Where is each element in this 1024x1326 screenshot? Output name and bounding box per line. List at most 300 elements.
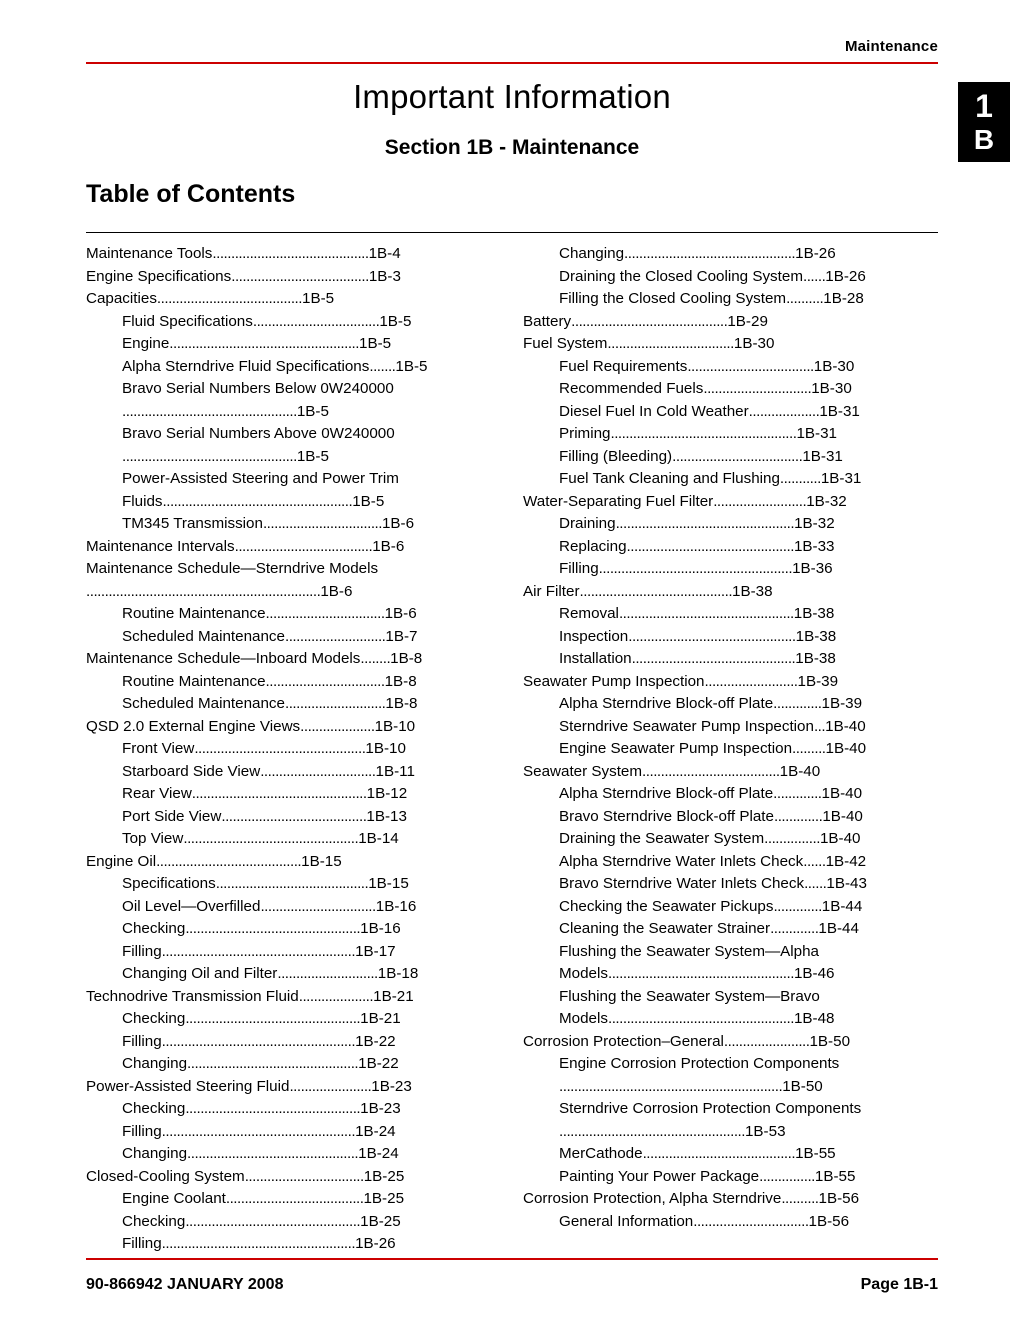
- toc-entry[interactable]: [86, 491, 501, 514]
- toc-entry-page: 1B-18: [377, 965, 419, 982]
- toc-entry-label: Oil Level—Overfilled: [122, 897, 261, 915]
- toc-entry-leader: .....................................: [225, 1190, 364, 1207]
- toc-entry[interactable]: [523, 243, 938, 266]
- toc-entry[interactable]: [523, 1166, 938, 1189]
- toc-entry-page: 1B-48: [793, 1010, 835, 1027]
- toc-entry[interactable]: [523, 963, 938, 986]
- toc-entry-leader: .........................................: [215, 875, 369, 892]
- toc-entry[interactable]: [523, 581, 938, 604]
- toc-entry-label: Maintenance Schedule—Sterndrive Models: [86, 560, 379, 577]
- toc-entry[interactable]: [86, 761, 501, 784]
- toc-entry-page: 1B-17: [355, 942, 396, 960]
- toc-entry-leader: ..................................: [252, 312, 380, 330]
- toc-entry[interactable]: [523, 806, 938, 829]
- toc-entry-page: 1B-6: [320, 582, 353, 600]
- toc-entry-label: Changing: [122, 1145, 188, 1162]
- toc-entry[interactable]: [86, 828, 501, 851]
- toc-entry[interactable]: [523, 378, 938, 401]
- toc-entry-leader: ...........................: [284, 695, 386, 712]
- toc-entry-page: 1B-40: [819, 830, 861, 847]
- toc-entry-label: Filling: [559, 560, 599, 577]
- toc-entry[interactable]: [523, 266, 938, 289]
- toc-entry-page: 1B-21: [373, 987, 414, 1005]
- toc-entry[interactable]: [86, 243, 501, 266]
- toc-entry-leader: ...........................: [277, 965, 378, 982]
- toc-entry[interactable]: [523, 1053, 938, 1076]
- toc-entry-leader: ....................................................: [598, 560, 793, 577]
- toc-entry-leader: ....................: [300, 717, 375, 735]
- toc-entry-label: Diesel Fuel In Cold Weather: [559, 402, 749, 420]
- toc-entry-page: 1B-30: [811, 380, 852, 397]
- toc-entry-page: 1B-23: [360, 1100, 401, 1117]
- toc-entry-leader: ..................................................: [559, 1122, 745, 1140]
- toc-entry[interactable]: [523, 1143, 938, 1166]
- toc-entry[interactable]: [523, 986, 938, 1009]
- toc-entry-page: 1B-32: [806, 492, 847, 510]
- toc-entry-leader: .......: [369, 357, 396, 375]
- toc-entry-leader: ....................................................: [161, 942, 356, 960]
- toc-entry-label: Corrosion Protection–General: [523, 1032, 724, 1050]
- toc-entry[interactable]: [523, 446, 938, 469]
- toc-entry-label: Recommended Fuels: [559, 380, 704, 397]
- toc-entry-page: 1B-26: [795, 245, 836, 262]
- toc-entry[interactable]: [523, 1008, 938, 1031]
- toc-entry[interactable]: [86, 716, 501, 739]
- toc-entry-leader: ..............................................: [624, 245, 796, 262]
- toc-entry[interactable]: [523, 716, 938, 739]
- toc-entry-leader: .....................................: [642, 762, 780, 780]
- toc-entry[interactable]: [86, 356, 501, 379]
- toc-entry-label: Sterndrive Seawater Pump Inspection: [559, 717, 814, 735]
- toc-entry[interactable]: [86, 1031, 501, 1054]
- toc-entry[interactable]: [86, 806, 501, 829]
- toc-entry-label: Closed-Cooling System: [86, 1167, 245, 1185]
- toc-entry[interactable]: [86, 1121, 501, 1144]
- toc-entry-label: Engine: [122, 335, 170, 352]
- toc-entry-leader: ....................: [298, 987, 374, 1005]
- toc-entry-leader: .............................: [703, 380, 812, 397]
- toc-entry-label: General Information: [559, 1212, 694, 1230]
- toc-entry-page: 1B-29: [727, 312, 768, 330]
- toc-entry-leader: ...........................: [284, 627, 386, 645]
- toc-entry-leader: ............................................................: [559, 1077, 783, 1095]
- toc-entry[interactable]: [523, 333, 938, 356]
- toc-entry-leader: .............................................: [626, 537, 794, 555]
- toc-entry-label: Maintenance Intervals: [86, 537, 235, 555]
- toc-entry[interactable]: [86, 401, 501, 424]
- page-title: Important Information: [353, 78, 671, 115]
- toc-entry[interactable]: [523, 648, 938, 671]
- toc-entry-leader: ...............................................: [191, 785, 367, 802]
- toc-entry-leader: .....................................: [234, 537, 373, 555]
- toc-entry-page: 1B-32: [794, 515, 835, 532]
- toc-entry[interactable]: [523, 918, 938, 941]
- toc-entry-page: 1B-10: [374, 717, 416, 735]
- toc-entry-page: 1B-26: [825, 267, 866, 285]
- toc-entry-label: Fuel Requirements: [559, 357, 688, 375]
- toc-entry[interactable]: [86, 333, 501, 356]
- toc-entry[interactable]: [86, 513, 501, 536]
- toc-entry-label: Top View: [122, 830, 184, 847]
- toc-entry-label: Bravo Sterndrive Block-off Plate: [559, 807, 774, 825]
- toc-entry-leader: ................................................: [615, 515, 795, 532]
- toc-entry-label: Alpha Sterndrive Block-off Plate: [559, 785, 774, 802]
- toc-entry-label: Rear View: [122, 785, 192, 802]
- toc-entry[interactable]: [523, 896, 938, 919]
- toc-entry-page: 1B-31: [802, 447, 843, 465]
- toc-entry-leader: .....................................: [231, 267, 369, 285]
- toc-entry-label: Changing Oil and Filter: [122, 965, 278, 982]
- toc-entry[interactable]: [86, 648, 501, 671]
- toc-entry[interactable]: [523, 536, 938, 559]
- toc-entry-page: 1B-22: [355, 1032, 396, 1050]
- toc-entry-label: Draining the Closed Cooling System: [559, 267, 803, 285]
- toc-entry-label: QSD 2.0 External Engine Views: [86, 717, 301, 735]
- toc-entry-page: 1B-16: [375, 897, 417, 915]
- toc-entry-page: 1B-55: [814, 1167, 856, 1185]
- toc-entry-label: Filling the Closed Cooling System: [559, 290, 787, 307]
- toc-entry-label: Checking: [122, 1100, 186, 1117]
- toc-entry-leader: ...............................: [693, 1212, 809, 1230]
- toc-entry-leader: ................................: [265, 672, 385, 690]
- toc-entry-label: Maintenance Tools: [86, 245, 213, 262]
- toc-entry-leader: ........: [360, 650, 391, 667]
- toc-entry-label: Alpha Sterndrive Fluid Specifications: [122, 357, 370, 375]
- toc-entry-leader: ......................: [289, 1077, 372, 1095]
- toc-entry-label: Port Side View: [122, 807, 222, 825]
- toc-entry-leader: .............................................: [628, 627, 796, 645]
- toc-entry[interactable]: [86, 603, 501, 626]
- toc-entry-label: Filling: [122, 1122, 162, 1140]
- toc-entry[interactable]: [86, 896, 501, 919]
- toc-entry[interactable]: [523, 311, 938, 334]
- toc-entry-label: Cleaning the Seawater Strainer: [559, 920, 771, 937]
- toc-entry-label: Checking: [122, 920, 186, 937]
- toc-entry[interactable]: [523, 693, 938, 716]
- toc-entry-page: 1B-21: [360, 1010, 401, 1027]
- toc-entry-page: 1B-53: [744, 1122, 786, 1140]
- section-tab-letter: B: [973, 124, 995, 155]
- toc-entry-page: 1B-31: [796, 425, 837, 442]
- toc-entry-label: Technodrive Transmission Fluid: [86, 987, 299, 1005]
- toc-entry-page: 1B-50: [782, 1077, 823, 1095]
- toc-entry-leader: ...............................................: [185, 1010, 361, 1027]
- toc-entry-page: 1B-25: [360, 1212, 401, 1230]
- toc-entry-label: Checking: [122, 1212, 186, 1230]
- toc-entry-leader: ..............................................: [194, 740, 366, 757]
- toc-entry[interactable]: [86, 581, 501, 604]
- toc-entry-leader: .......................................: [221, 807, 367, 825]
- toc-entry[interactable]: [523, 513, 938, 536]
- toc-entry-page: 1B-6: [372, 537, 405, 555]
- toc-entry-page: 1B-40: [822, 807, 863, 825]
- table-of-contents: [86, 243, 938, 1256]
- toc-entry-label: Filling: [122, 1032, 162, 1050]
- toc-entry[interactable]: [86, 468, 501, 491]
- toc-entry-leader: ...............................: [260, 897, 376, 915]
- toc-entry-leader: ...................................: [672, 447, 803, 465]
- toc-entry[interactable]: [523, 873, 938, 896]
- toc-entry[interactable]: [523, 1031, 938, 1054]
- toc-entry-label: Battery: [523, 312, 572, 330]
- toc-entry-leader: ..........: [786, 290, 824, 307]
- toc-entry-page: 1B-46: [793, 965, 835, 982]
- toc-entry-leader: ...................: [748, 402, 820, 420]
- toc-entry-page: 1B-31: [820, 470, 862, 487]
- toc-entry[interactable]: [86, 446, 501, 469]
- toc-entry-page: 1B-39: [797, 672, 839, 690]
- toc-entry-page: 1B-24: [358, 1145, 399, 1162]
- toc-entry-page: 1B-5: [395, 357, 428, 375]
- toc-entry-label: MerCathode: [559, 1145, 643, 1162]
- toc-entry-label: Corrosion Protection, Alpha Sterndrive: [523, 1190, 782, 1207]
- toc-entry[interactable]: [86, 558, 501, 581]
- toc-entry-leader: ....................................................: [161, 1235, 356, 1252]
- toc-entry-leader: ..........: [781, 1190, 819, 1207]
- running-head: Maintenance: [844, 38, 938, 55]
- toc-entry[interactable]: [523, 1211, 938, 1234]
- toc-entry[interactable]: [523, 558, 938, 581]
- toc-entry-label: Fuel Tank Cleaning and Flushing: [559, 470, 780, 487]
- toc-entry[interactable]: [86, 1166, 501, 1189]
- toc-entry-leader: .............: [773, 897, 822, 915]
- toc-entry-label: Power-Assisted Steering Fluid: [86, 1077, 290, 1095]
- toc-entry[interactable]: [86, 1098, 501, 1121]
- toc-entry-leader: ..................................................: [610, 425, 797, 442]
- toc-entry-page: 1B-15: [301, 852, 342, 870]
- toc-entry-leader: ...............................................: [185, 1100, 361, 1117]
- toc-entry[interactable]: [523, 491, 938, 514]
- toc-entry-label: Models: [559, 1010, 608, 1027]
- toc-entry-page: 1B-5: [302, 290, 335, 307]
- toc-entry-label: Fuel System: [523, 335, 608, 352]
- toc-entry[interactable]: [523, 941, 938, 964]
- toc-entry-label: Filling: [122, 942, 162, 960]
- toc-entry-label: Models: [559, 965, 608, 982]
- toc-entry[interactable]: [86, 1233, 501, 1256]
- toc-entry-leader: .........................................: [579, 582, 733, 600]
- toc-entry-label: Filling (Bleeding): [559, 447, 673, 465]
- toc-entry-page: 1B-4: [368, 245, 401, 262]
- toc-entry-page: 1B-5: [379, 312, 412, 330]
- toc-entry[interactable]: [86, 311, 501, 334]
- toc-entry-label: Flushing the Seawater System—Alpha: [559, 942, 820, 960]
- toc-entry-page: 1B-6: [381, 515, 415, 532]
- toc-entry-label: Routine Maintenance: [122, 672, 266, 690]
- toc-entry-label: Engine Corrosion Protection Components: [559, 1055, 840, 1072]
- toc-entry-label: Priming: [559, 425, 611, 442]
- toc-entry-leader: ...................................................: [169, 335, 359, 352]
- toc-entry-label: Starboard Side View: [122, 762, 261, 780]
- toc-entry-label: TM345 Transmission: [122, 515, 263, 532]
- toc-entry[interactable]: [86, 266, 501, 289]
- toc-entry-page: 1B-5: [352, 492, 385, 510]
- toc-entry-page: 1B-56: [808, 1212, 850, 1230]
- page-subtitle: Section 1B - Maintenance: [384, 136, 640, 159]
- toc-entry[interactable]: [523, 468, 938, 491]
- toc-entry[interactable]: [86, 536, 501, 559]
- toc-entry-page: 1B-40: [825, 740, 867, 757]
- toc-entry-page: 1B-38: [793, 605, 835, 622]
- toc-entry-label: Alpha Sterndrive Block-off Plate: [559, 695, 774, 712]
- header-divider: [86, 62, 938, 64]
- toc-entry-page: 1B-40: [825, 717, 866, 735]
- toc-entry-page: 1B-40: [779, 762, 821, 780]
- toc-entry[interactable]: [86, 626, 501, 649]
- toc-entry-label: Engine Specifications: [86, 267, 232, 285]
- toc-entry-page: 1B-11: [375, 762, 415, 780]
- toc-entry-leader: ....................................................: [161, 1122, 356, 1140]
- toc-entry-page: 1B-44: [818, 920, 859, 937]
- toc-entry-label: Power-Assisted Steering and Power Trim: [122, 470, 399, 487]
- toc-entry-leader: ...............................................: [185, 1212, 361, 1230]
- toc-entry-page: 1B-40: [821, 785, 863, 802]
- toc-entry[interactable]: [523, 356, 938, 379]
- toc-entry-label: Fluids: [122, 492, 163, 510]
- toc-entry-leader: ..................................: [687, 357, 814, 375]
- toc-entry-leader: .........: [792, 740, 826, 757]
- toc-entry[interactable]: [523, 1188, 938, 1211]
- toc-entry-label: Routine Maintenance: [122, 605, 266, 622]
- toc-entry-label: Front View: [122, 740, 195, 757]
- toc-entry-page: 1B-10: [365, 740, 406, 757]
- toc-entry-leader: ...................................................: [162, 492, 353, 510]
- toc-entry-page: 1B-5: [296, 402, 329, 420]
- toc-entry[interactable]: [86, 1053, 501, 1076]
- toc-entry-label: Scheduled Maintenance: [122, 695, 285, 712]
- toc-entry-page: 1B-28: [823, 290, 864, 307]
- section-tab-number: 1: [975, 88, 993, 124]
- toc-entry[interactable]: [86, 783, 501, 806]
- toc-column-left: [86, 243, 501, 1256]
- toc-entry[interactable]: [523, 1121, 938, 1144]
- toc-entry[interactable]: [86, 873, 501, 896]
- toc-entry-leader: .........................: [704, 672, 798, 690]
- toc-entry-page: 1B-44: [821, 897, 863, 915]
- toc-entry[interactable]: [86, 693, 501, 716]
- toc-entry[interactable]: [523, 851, 938, 874]
- toc-entry-leader: ...............................................: [618, 605, 794, 622]
- toc-entry-leader: .......................: [723, 1032, 810, 1050]
- toc-entry-leader: .......................................: [156, 290, 302, 307]
- toc-entry-page: 1B-26: [355, 1235, 396, 1252]
- toc-entry-label: Replacing: [559, 537, 627, 555]
- toc-entry-leader: ......: [804, 875, 827, 892]
- toc-entry-leader: ......: [803, 852, 826, 870]
- toc-entry-page: 1B-14: [358, 830, 399, 847]
- toc-entry-page: 1B-30: [733, 335, 775, 352]
- toc-entry-leader: ...............................................: [122, 447, 297, 465]
- toc-entry-leader: ..................................................: [607, 1010, 794, 1027]
- toc-entry[interactable]: [523, 1098, 938, 1121]
- toc-entry-leader: ............................................: [631, 650, 796, 667]
- toc-entry-page: 1B-56: [818, 1190, 860, 1207]
- toc-entry-label: Seawater Pump Inspection: [523, 672, 705, 690]
- toc-entry[interactable]: [86, 1143, 501, 1166]
- toc-entry[interactable]: [86, 941, 501, 964]
- toc-entry-page: 1B-38: [795, 627, 837, 645]
- footer-divider: [86, 1258, 938, 1260]
- toc-entry-label: Maintenance Schedule—Inboard Models: [86, 650, 361, 667]
- toc-entry-leader: .............: [770, 920, 819, 937]
- toc-entry[interactable]: [86, 851, 501, 874]
- toc-entry[interactable]: [523, 1076, 938, 1099]
- toc-entry-leader: .........................: [713, 492, 807, 510]
- toc-entry-page: 1B-55: [795, 1145, 836, 1162]
- toc-entry-leader: ...............................................................: [86, 582, 321, 600]
- toc-entry[interactable]: [523, 423, 938, 446]
- toc-entry-page: 1B-50: [809, 1032, 851, 1050]
- toc-entry-page: 1B-13: [366, 807, 407, 825]
- toc-entry-page: 1B-12: [366, 785, 408, 802]
- toc-entry-label: Removal: [559, 605, 619, 622]
- toc-entry[interactable]: [86, 671, 501, 694]
- toc-entry[interactable]: [523, 671, 938, 694]
- toc-entry-page: 1B-25: [363, 1167, 405, 1185]
- toc-entry-leader: ...: [813, 717, 826, 735]
- toc-entry[interactable]: [523, 738, 938, 761]
- toc-entry-label: Capacities: [86, 290, 157, 307]
- toc-entry-label: Inspection: [559, 627, 629, 645]
- toc-entry[interactable]: [86, 986, 501, 1009]
- toc-entry-label: Engine Seawater Pump Inspection: [559, 740, 793, 757]
- toc-entry-page: 1B-24: [355, 1122, 396, 1140]
- toc-entry-label: Filling: [122, 1235, 162, 1252]
- toc-entry[interactable]: [523, 761, 938, 784]
- toc-entry[interactable]: [86, 423, 501, 446]
- toc-entry[interactable]: [86, 1008, 501, 1031]
- toc-entry[interactable]: [523, 828, 938, 851]
- toc-entry-leader: ......: [802, 267, 826, 285]
- toc-entry-page: 1B-5: [359, 335, 392, 352]
- toc-entry-label: Bravo Sterndrive Water Inlets Check: [559, 875, 805, 892]
- toc-entry[interactable]: [523, 783, 938, 806]
- toc-entry[interactable]: [86, 288, 501, 311]
- toc-entry-page: 1B-22: [358, 1055, 399, 1072]
- toc-entry[interactable]: [523, 401, 938, 424]
- toc-entry-leader: ...............................................: [122, 402, 297, 420]
- toc-entry-page: 1B-7: [385, 627, 418, 645]
- toc-entry-page: 1B-16: [360, 920, 401, 937]
- toc-column-right: [523, 243, 938, 1256]
- toc-entry-label: Checking the Seawater Pickups: [559, 897, 774, 915]
- footer-page-number: Page 1B-1: [860, 1276, 938, 1293]
- toc-entry[interactable]: [523, 626, 938, 649]
- toc-entry[interactable]: [523, 288, 938, 311]
- toc-entry-label: Alpha Sterndrive Water Inlets Check: [559, 852, 804, 870]
- toc-entry[interactable]: [86, 738, 501, 761]
- toc-entry-leader: ...............................................: [185, 920, 361, 937]
- toc-entry-page: 1B-39: [821, 695, 863, 712]
- toc-entry-page: 1B-23: [371, 1077, 412, 1095]
- toc-entry-label: Painting Your Power Package: [559, 1167, 760, 1185]
- toc-entry-page: 1B-43: [826, 875, 867, 892]
- toc-entry-label: Fluid Specifications: [122, 312, 253, 330]
- toc-entry[interactable]: [86, 1188, 501, 1211]
- toc-entry-page: 1B-8: [385, 695, 418, 712]
- toc-entry[interactable]: [86, 918, 501, 941]
- toc-entry-label: Changing: [122, 1055, 188, 1072]
- toc-entry[interactable]: [523, 603, 938, 626]
- toc-entry-leader: ...............................................: [183, 830, 359, 847]
- toc-entry[interactable]: [86, 1076, 501, 1099]
- toc-entry-leader: .............: [773, 695, 822, 712]
- toc-entry[interactable]: [86, 963, 501, 986]
- toc-entry[interactable]: [86, 1211, 501, 1234]
- toc-entry-label: Seawater System: [523, 762, 643, 780]
- toc-entry-leader: ...............: [759, 1167, 815, 1185]
- toc-entry[interactable]: [86, 378, 501, 401]
